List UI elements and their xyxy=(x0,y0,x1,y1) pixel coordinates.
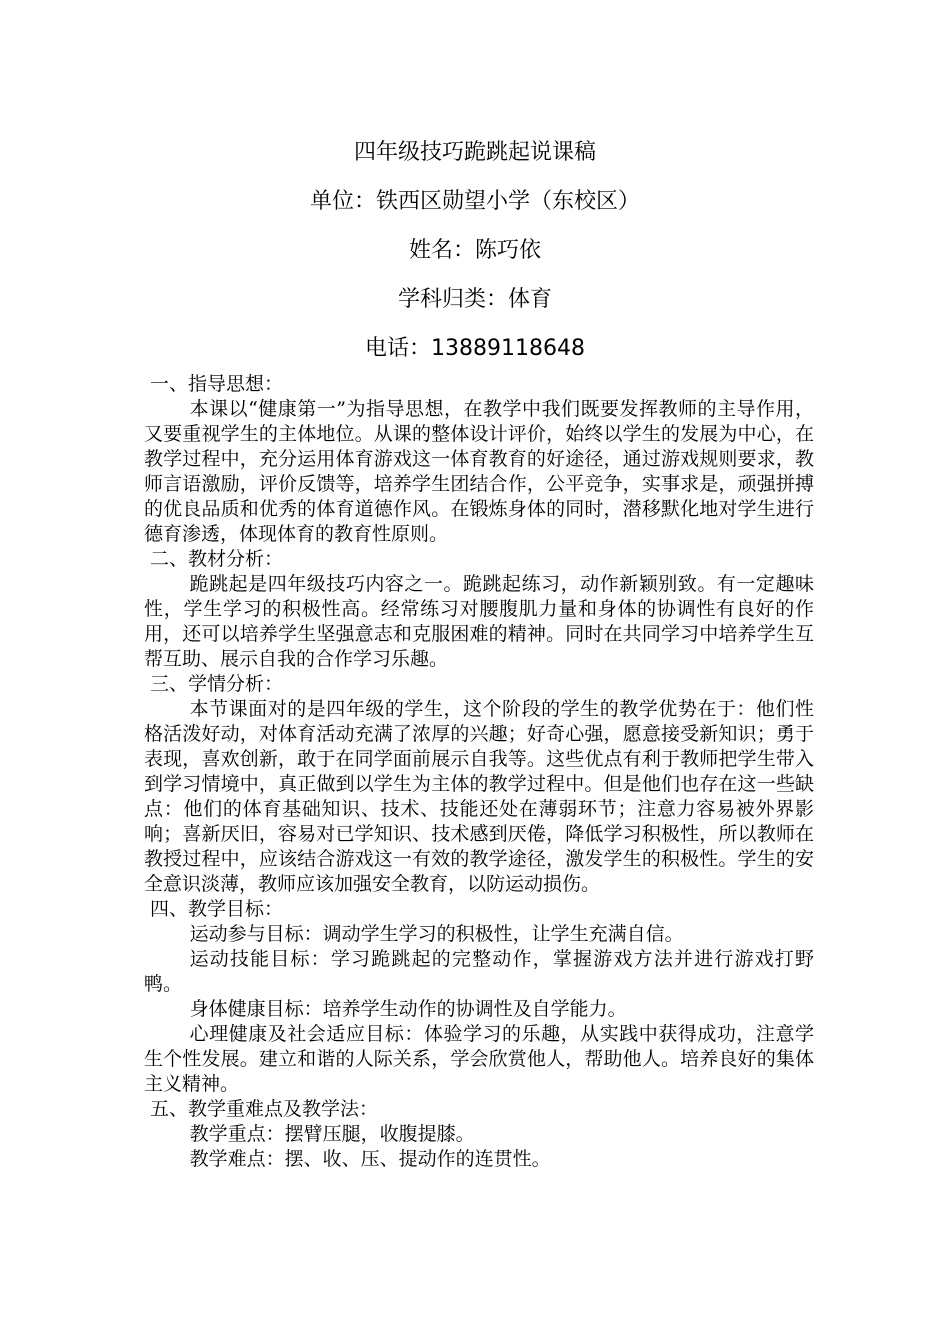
section-paragraph: 本课以“健康第一”为指导思想，在教学中我们既要发挥教师的主导作用，又要重视学生的主体地位。从课的整体设计评价，始终以学生的发展为中心，在教学过程中，充分运用体育游戏这一体育教育的好途径，通过游戏规则要求，教师言语激励，评价反馈等，培养学生团结合作，公平竞争，实事求是，顽强拼搏的优良品质和优秀的体育道德作风。在锻炼身体的同时，潜移默化地对学生进行德育渗透，体现体育的教育性原则。 xyxy=(144,398,814,545)
document-body xyxy=(144,372,814,1172)
section-paragraph: 本节课面对的是四年级的学生，这个阶段的学生的教学优势在于：他们性格活泼好动，对体育活动充满了浓厚的兴趣；好奇心强，愿意接受新知识；勇于表现，喜欢创新，敢于在同学面前展示自我等。这些优点有利于教师把学生带入到学习情境中，真正做到以学生为主体的教学过程中。但是他们也存在这一些缺点：他们的体育基础知识、技术、技能还处在薄弱环节；注意力容易被外界影响；喜新厌旧，容易对已学知识、技术感到厌倦，降低学习积极性，所以教师在教授过程中，应该结合游戏这一有效的教学途径，激发学生的积极性。学生的安全意识淡薄，教师应该加强安全教育，以防运动损伤。 xyxy=(144,698,814,895)
subject-category: 学科归类：体育 xyxy=(397,287,552,312)
section-title-material-analysis: 二、教材分析： xyxy=(150,548,284,570)
section-paragraph: 跪跳起是四年级技巧内容之一。跪跳起练习，动作新颖别致。有一定趣味性，学生学习的积极性高。经常练习对腰腹肌力量和身体的协调性有良好的作用，还可以培养学生坚强意志和克服困难的精神。同时在共同学习中培养学生互帮互助、展示自我的合作学习乐趣。 xyxy=(144,573,814,670)
goal-skills: 运动技能目标：学习跪跳起的完整动作，掌握游戏方法并进行游戏打野鸭。 xyxy=(144,948,814,995)
phone-number: 电话：13889118648 xyxy=(365,336,585,361)
document-title: 四年级技巧跪跳起说课稿 xyxy=(353,140,596,165)
goal-physical-health: 身体健康目标：培养学生动作的协调性及自学能力。 xyxy=(189,998,627,1020)
section-title-key-points: 五、教学重难点及教学法： xyxy=(150,1098,379,1120)
teaching-difficulty: 教学难点：摆、收、压、提动作的连贯性。 xyxy=(189,1148,551,1170)
teaching-key-point: 教学重点：摆臂压腿，收腹提膝。 xyxy=(189,1123,475,1145)
section-title-guiding-thought: 一、指导思想： xyxy=(150,373,284,395)
author-name: 姓名：陈巧依 xyxy=(408,238,541,263)
goal-mental-health: 心理健康及社会适应目标：体验学习的乐趣，从实践中获得成功，注意学生个性发展。建立和谐的人际关系，学会欣赏他人，帮助他人。培养良好的集体主义精神。 xyxy=(144,1023,814,1095)
author-unit: 单位：铁西区勋望小学（东校区） xyxy=(309,189,640,214)
document-header xyxy=(0,128,950,373)
section-title-teaching-goals: 四、教学目标： xyxy=(150,898,284,920)
section-title-student-analysis: 三、学情分析： xyxy=(150,673,284,695)
goal-participation: 运动参与目标：调动学生学习的积极性，让学生充满自信。 xyxy=(189,923,684,945)
